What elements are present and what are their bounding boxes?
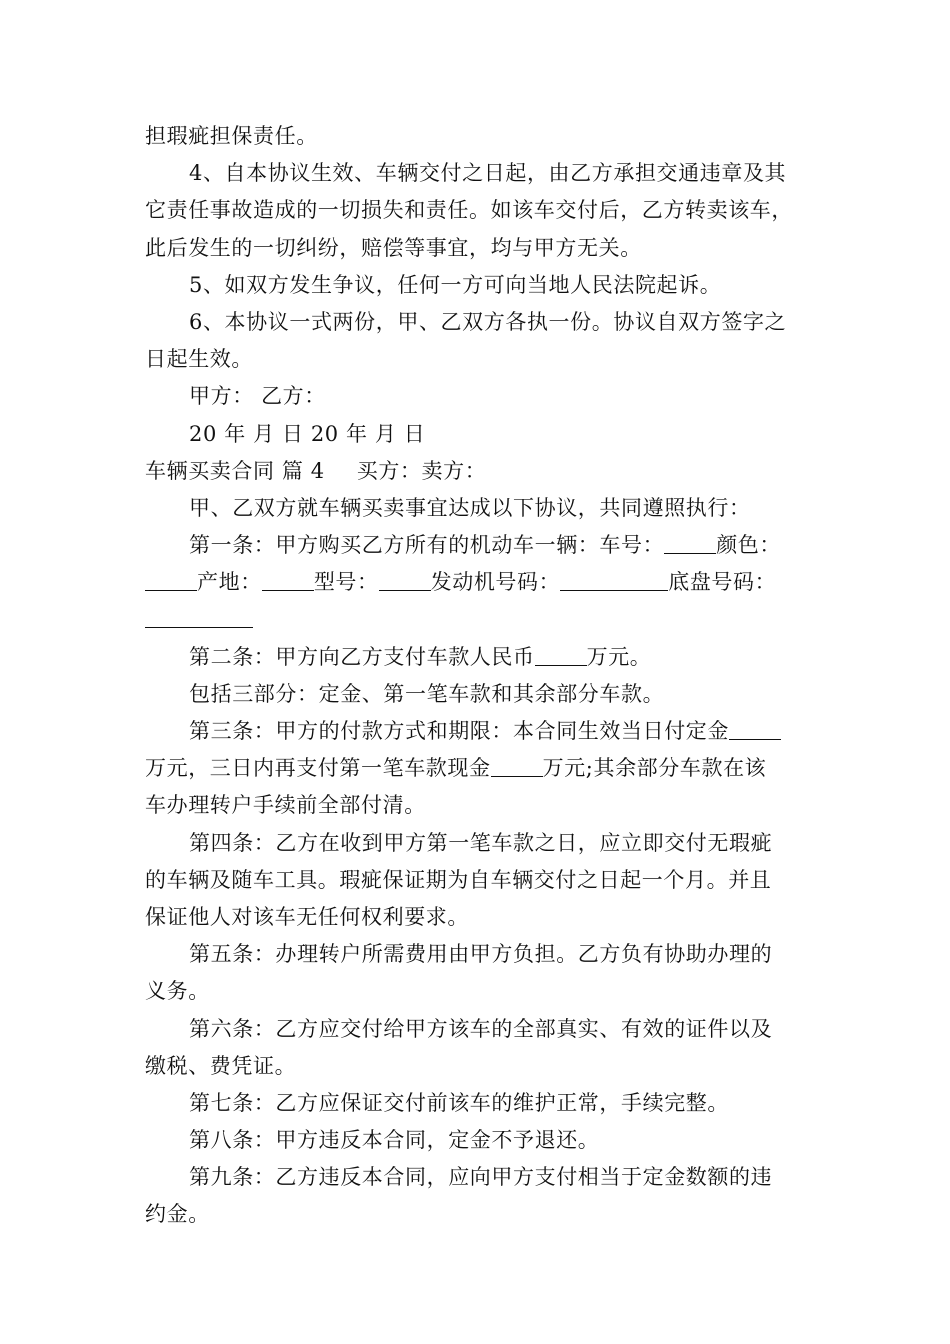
line-text: 甲方： 乙方： bbox=[189, 384, 326, 409]
line-text: 第四条：乙方在收到甲方第一笔车款之日，应立即交付无瑕疵 bbox=[189, 830, 773, 855]
article-3-line bbox=[145, 750, 807, 787]
line-text: 型号： bbox=[313, 570, 379, 595]
text-line bbox=[145, 1085, 807, 1122]
text-line bbox=[145, 192, 807, 229]
line-text: 担瑕疵担保责任。 bbox=[145, 124, 318, 148]
line-text: 约金。 bbox=[145, 1202, 210, 1227]
article-3-line bbox=[145, 713, 807, 750]
fill-in-blank[interactable] bbox=[379, 568, 431, 591]
section-title: 车辆买卖合同 篇 4 bbox=[145, 458, 325, 483]
text-line bbox=[145, 936, 807, 973]
text-line bbox=[145, 973, 807, 1010]
signature-line bbox=[145, 378, 807, 415]
line-text: 车办理转户手续前全部付清。 bbox=[145, 793, 426, 818]
line-text: 保证他人对该车无任何权利要求。 bbox=[145, 904, 469, 929]
text-line bbox=[145, 862, 807, 899]
line-text: 第六条：乙方应交付给甲方该车的全部真实、有效的证件以及 bbox=[189, 1016, 773, 1041]
line-text: 第五条：办理转户所需费用由甲方负担。乙方负有协助办理的 bbox=[189, 942, 773, 967]
line-text: 万元。 bbox=[586, 644, 652, 669]
line-text: 6、本协议一式两份，甲、乙双方各执一份。协议自双方签字之 bbox=[189, 309, 787, 334]
line-text: 产地： bbox=[197, 570, 262, 595]
line-text: 的车辆及随车工具。瑕疵保证期为自车辆交付之日起一个月。并且 bbox=[145, 867, 772, 892]
fill-in-blank[interactable] bbox=[664, 531, 716, 554]
article-1-line bbox=[145, 564, 807, 601]
text-line bbox=[145, 1122, 807, 1159]
line-text: 5、如双方发生争议，任何一方可向当地人民法院起诉。 bbox=[189, 272, 722, 297]
line-text: 日起生效。 bbox=[145, 347, 253, 372]
line-text: 底盘号码： bbox=[668, 570, 777, 595]
fill-in-blank[interactable] bbox=[535, 643, 587, 666]
line-text: 万元，三日内再支付第一笔车款现金 bbox=[145, 756, 491, 781]
document-body bbox=[145, 118, 807, 1234]
line-text: 义务。 bbox=[145, 979, 210, 1004]
line-text: 4、自本协议生效、车辆交付之日起，由乙方承担交通违章及其 bbox=[189, 161, 787, 186]
fill-in-blank[interactable] bbox=[145, 605, 253, 628]
line-text: 甲、乙双方就车辆买卖事宜达成以下协议，共同遵照执行： bbox=[189, 495, 751, 520]
article-1-line bbox=[145, 601, 807, 638]
line-text: 万元;其余部分车款在该 bbox=[542, 756, 767, 781]
fill-in-blank[interactable] bbox=[560, 568, 668, 591]
text-line bbox=[145, 155, 807, 192]
text-line bbox=[145, 1048, 807, 1085]
line-text: 第二条：甲方向乙方支付车款人民币 bbox=[189, 644, 535, 669]
line-text: 颜色： bbox=[716, 533, 782, 558]
text-line bbox=[145, 1011, 807, 1048]
text-line bbox=[145, 1196, 807, 1233]
date-line bbox=[145, 416, 807, 453]
line-text: 20 年 月 日 20 年 月 日 bbox=[189, 421, 426, 446]
article-2-line bbox=[145, 639, 807, 676]
line-text: 第八条：甲方违反本合同，定金不予退还。 bbox=[189, 1128, 600, 1153]
section-heading bbox=[145, 453, 807, 490]
text-line bbox=[145, 304, 807, 341]
text-line bbox=[145, 230, 807, 267]
text-line bbox=[145, 341, 807, 378]
text-line bbox=[145, 490, 807, 527]
fill-in-blank[interactable] bbox=[729, 717, 781, 740]
buyer-seller-label: 买方：卖方： bbox=[356, 458, 487, 483]
line-text: 它责任事故造成的一切损失和责任。如该车交付后，乙方转卖该车， bbox=[145, 198, 793, 223]
line-text: 第七条：乙方应保证交付前该车的维护正常，手续完整。 bbox=[189, 1090, 729, 1115]
text-line bbox=[145, 118, 807, 155]
line-text: 发动机号码： bbox=[430, 570, 561, 595]
text-line bbox=[145, 1159, 807, 1196]
line-text: 第九条：乙方违反本合同，应向甲方支付相当于定金数额的违 bbox=[189, 1165, 773, 1190]
text-line bbox=[145, 899, 807, 936]
fill-in-blank[interactable] bbox=[262, 568, 314, 591]
text-line bbox=[145, 676, 807, 713]
text-line bbox=[145, 267, 807, 304]
line-text: 此后发生的一切纠纷，赔偿等事宜，均与甲方无关。 bbox=[145, 235, 642, 260]
line-text: 缴税、费凭证。 bbox=[145, 1053, 297, 1078]
line-text: 第三条：甲方的付款方式和期限：本合同生效当日付定金 bbox=[189, 719, 729, 743]
article-1-line bbox=[145, 527, 807, 564]
text-line bbox=[145, 787, 807, 824]
fill-in-blank[interactable] bbox=[491, 754, 543, 777]
fill-in-blank[interactable] bbox=[145, 568, 197, 591]
line-text: 包括三部分：定金、第一笔车款和其余部分车款。 bbox=[189, 681, 665, 706]
text-line bbox=[145, 825, 807, 862]
line-text: 第一条：甲方购买乙方所有的机动车一辆：车号： bbox=[189, 533, 665, 558]
